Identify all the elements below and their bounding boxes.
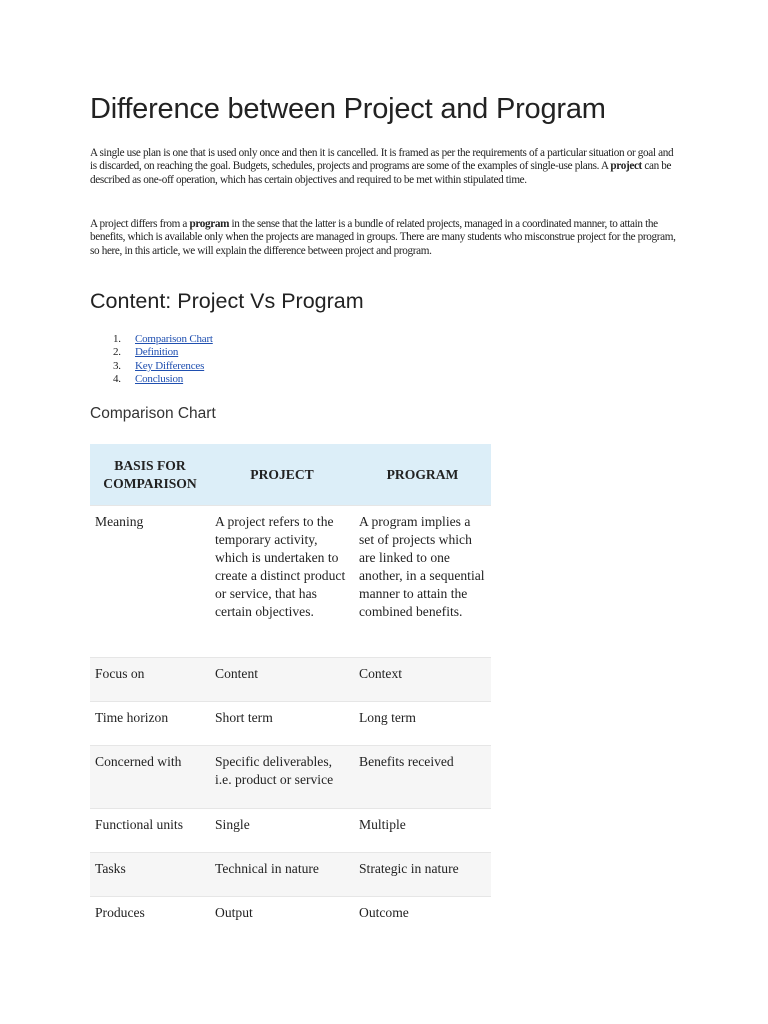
cell-project: Short term bbox=[210, 702, 354, 746]
intro-p2-bold-term: program bbox=[189, 218, 230, 230]
intro-paragraph-1 bbox=[90, 147, 682, 187]
cell-project: A project refers to the temporary activity, which is undertaken to create a distinct product or service, that has certain objectives. bbox=[210, 506, 354, 658]
header-program: PROGRAM bbox=[354, 444, 491, 506]
toc-item-key-differences bbox=[90, 360, 213, 373]
intro-p1-text-start: A single use plan is one that is used only once and then it is cancelled. It is framed as per the requirements of a particular situation or goal and is discarded, on reaching the goal. Budgets, schedules, projects and programs are some of the examples of single-use plans. A bbox=[90, 147, 674, 173]
cell-project: Output bbox=[210, 897, 354, 941]
toc-link-key-differences[interactable]: Key Differences bbox=[135, 359, 205, 372]
table-row bbox=[90, 702, 491, 746]
toc-number: 3. bbox=[113, 359, 121, 372]
cell-basis: Tasks bbox=[90, 853, 210, 897]
toc-link-comparison-chart[interactable]: Comparison Chart bbox=[135, 333, 213, 345]
toc-number: 2. bbox=[113, 346, 121, 359]
table-row bbox=[90, 658, 491, 702]
cell-basis: Functional units bbox=[90, 809, 210, 853]
cell-program: A program implies a set of projects which are linked to one another, in a sequential manner to attain the combined benefits. bbox=[354, 506, 491, 658]
cell-basis: Produces bbox=[90, 897, 210, 941]
intro-p2-text-start: A project differs from a bbox=[90, 218, 190, 230]
cell-basis: Time horizon bbox=[90, 702, 210, 746]
cell-project: Content bbox=[210, 658, 354, 702]
header-basis: BASIS FOR COMPARISON bbox=[90, 444, 210, 506]
toc-link-conclusion[interactable]: Conclusion bbox=[135, 372, 184, 385]
table-of-contents bbox=[90, 333, 213, 386]
cell-program: Outcome bbox=[354, 897, 491, 941]
table-row bbox=[90, 809, 491, 853]
toc-link-definition[interactable]: Definition bbox=[135, 346, 179, 359]
intro-p1-text-end: can be described as one-off operation, which has certain objectives and required to be met within stipulated time. bbox=[90, 160, 672, 186]
table-header-row bbox=[90, 444, 491, 506]
cell-program: Strategic in nature bbox=[354, 853, 491, 897]
cell-program: Context bbox=[354, 658, 491, 702]
toc-item-comparison-chart bbox=[90, 333, 213, 346]
toc-number: 1. bbox=[113, 333, 121, 345]
cell-project: Specific deliverables, i.e. product or service bbox=[210, 746, 354, 809]
cell-program: Long term bbox=[354, 702, 491, 746]
toc-item-definition bbox=[90, 346, 213, 359]
cell-basis: Concerned with bbox=[90, 746, 210, 809]
cell-program: Benefits received bbox=[354, 746, 491, 809]
comparison-table bbox=[90, 444, 491, 941]
cell-basis: Focus on bbox=[90, 658, 210, 702]
header-project: PROJECT bbox=[210, 444, 354, 506]
cell-basis: Meaning bbox=[90, 506, 210, 658]
content-heading: Content: Project Vs Program bbox=[90, 289, 364, 313]
table-row bbox=[90, 853, 491, 897]
table-row bbox=[90, 506, 491, 658]
intro-paragraph-2 bbox=[90, 218, 682, 258]
intro-p2-text-end: in the sense that the latter is a bundle of related projects, managed in a coordinated manner, to attain the benefits, which is available only when the projects are managed in groups. There are many students who misconstrue project for the program, so here, in this article, we will explain the difference between project and program. bbox=[90, 218, 676, 257]
toc-number: 4. bbox=[113, 372, 121, 385]
page-title: Difference between Project and Program bbox=[90, 93, 606, 125]
intro-p1-bold-term: project bbox=[610, 160, 642, 173]
table-row bbox=[90, 897, 491, 941]
cell-project: Technical in nature bbox=[210, 853, 354, 897]
comparison-chart-heading: Comparison Chart bbox=[90, 405, 216, 422]
cell-program: Multiple bbox=[354, 809, 491, 853]
table-row bbox=[90, 746, 491, 809]
cell-project: Single bbox=[210, 809, 354, 853]
toc-item-conclusion bbox=[90, 373, 213, 386]
